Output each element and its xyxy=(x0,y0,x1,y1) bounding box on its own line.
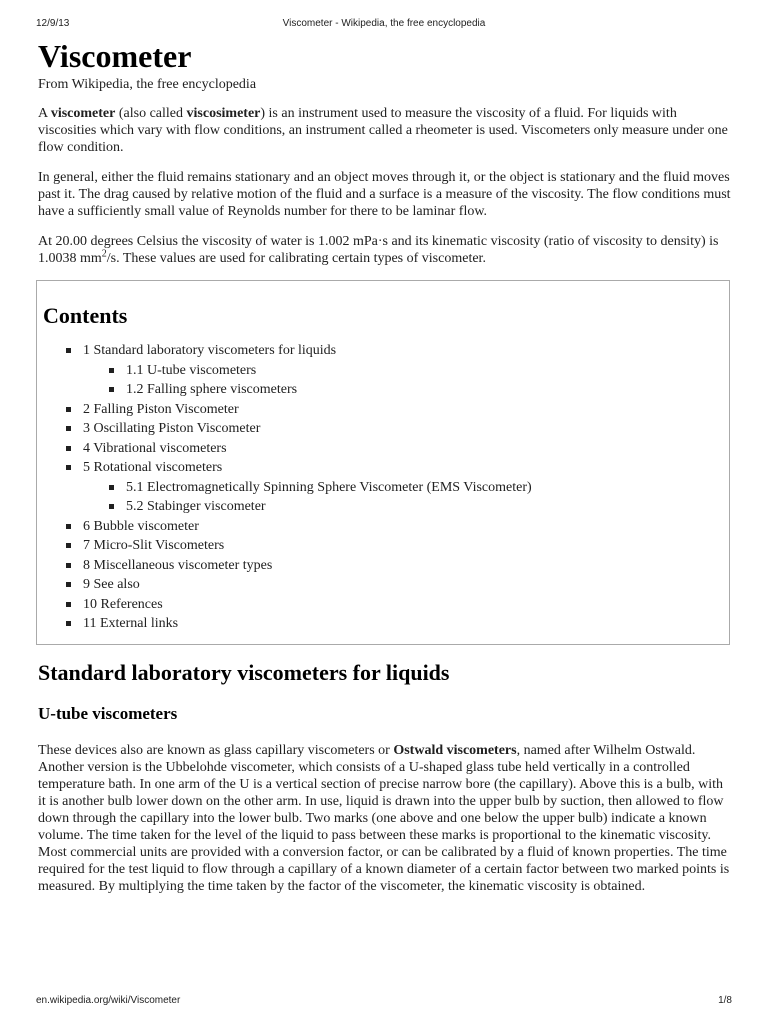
toc-item[interactable]: 7 Micro-Slit Viscometers xyxy=(43,536,729,556)
table-of-contents xyxy=(36,280,730,645)
bold-term-ostwald: Ostwald viscometers xyxy=(393,742,517,758)
toc-item[interactable]: 1 Standard laboratory viscometers for liquids xyxy=(43,341,729,361)
toc-item[interactable]: 10 References xyxy=(43,595,729,615)
toc-item[interactable]: 5 Rotational viscometers xyxy=(43,458,729,478)
toc-item[interactable]: 2 Falling Piston Viscometer xyxy=(43,400,729,420)
print-header xyxy=(36,18,732,32)
superscript: 2 xyxy=(101,248,107,260)
toc-item[interactable]: 3 Oscillating Piston Viscometer xyxy=(43,419,729,439)
toc-item[interactable]: 5.2 Stabinger viscometer xyxy=(43,497,729,517)
page-title: Viscometer xyxy=(38,38,192,74)
intro-text: At 20.00 degrees Celsius the viscosity of water is 1.002 mPa·s and its kinematic viscosity (ratio of viscosity to density) is 1.0038 mm xyxy=(38,234,719,266)
toc-item[interactable]: 4 Vibrational viscometers xyxy=(43,439,729,459)
page-subtitle: From Wikipedia, the free encyclopedia xyxy=(38,77,257,92)
subsection-heading: U-tube viscometers xyxy=(38,703,178,723)
bold-term-viscometer: viscometer xyxy=(50,106,116,121)
body-text: , named after Wilhelm Ostwald. Another version is the Ubbelohde viscometer, which consists of a U-shaped glass tube held vertically in a controlled temperature bath. In one arm of the U is a vertical section of precise narrow bore (the capillary). Above this is a bulb, with it is another bulb lower down on the other arm. In use, liquid is drawn into the upper bulb by suction, then allowed to flow down through the capillary into the lower bulb. Two marks (one above and one below the upper bulb) indicate a known volume. The time taken for the level of the liquid to pass between these marks is proportional to the kinematic viscosity. Most commercial units are provided with a conversion factor, or can be calibrated by a fluid of known properties. The time required for the test liquid to flow through a capillary of a known diameter of a certain factor between two marked points is measured. By multiplying the time taken by the factor of the viscometer, the kinematic viscosity is obtained. xyxy=(38,742,730,894)
toc-item[interactable]: 5.1 Electromagnetically Spinning Sphere Viscometer (EMS Viscometer) xyxy=(43,478,729,498)
toc-item[interactable]: 9 See also xyxy=(43,575,729,595)
intro-paragraph-3 xyxy=(38,233,732,267)
toc-item[interactable]: 6 Bubble viscometer xyxy=(43,517,729,537)
toc-title: Contents xyxy=(43,303,128,328)
article-body xyxy=(38,34,732,908)
print-page-title: Viscometer - Wikipedia, the free encyclopedia xyxy=(282,18,486,29)
print-footer xyxy=(36,995,732,1009)
intro-paragraph-2: In general, either the fluid remains stationary and an object moves through it, or the object is stationary and the fluid moves past it. The drag caused by relative motion of the fluid and a surface is a measure of the viscosity. The flow conditions must have a sufficiently small value of Reynolds number for there to be laminar flow. xyxy=(38,170,731,219)
print-date: 12/9/13 xyxy=(36,18,70,29)
toc-item[interactable]: 8 Miscellaneous viscometer types xyxy=(43,556,729,576)
intro-text: (also called xyxy=(115,106,187,121)
intro-text: ) is an instrument used to measure the viscosity of a fluid. For liquids with viscosities which vary with flow conditions, an instrument called a rheometer is used. Viscometers only measure under one flow condition. xyxy=(38,106,728,155)
intro-text: A xyxy=(38,106,51,121)
body-text: These devices also are known as glass capillary viscometers or xyxy=(38,742,394,758)
toc-list xyxy=(43,341,729,634)
print-page-number: 1/8 xyxy=(718,995,732,1006)
section-heading: Standard laboratory viscometers for liquids xyxy=(38,659,450,685)
bold-term-viscosimeter: viscosimeter xyxy=(186,106,261,121)
toc-item[interactable]: 1.1 U-tube viscometers xyxy=(43,361,729,381)
toc-item[interactable]: 11 External links xyxy=(43,614,729,634)
print-url: en.wikipedia.org/wiki/Viscometer xyxy=(36,995,181,1006)
intro-paragraph-1 xyxy=(38,105,732,156)
toc-item[interactable]: 1.2 Falling sphere viscometers xyxy=(43,380,729,400)
u-tube-paragraph xyxy=(38,742,732,895)
intro-text: /s. These values are used for calibrating certain types of viscometer. xyxy=(106,251,486,266)
